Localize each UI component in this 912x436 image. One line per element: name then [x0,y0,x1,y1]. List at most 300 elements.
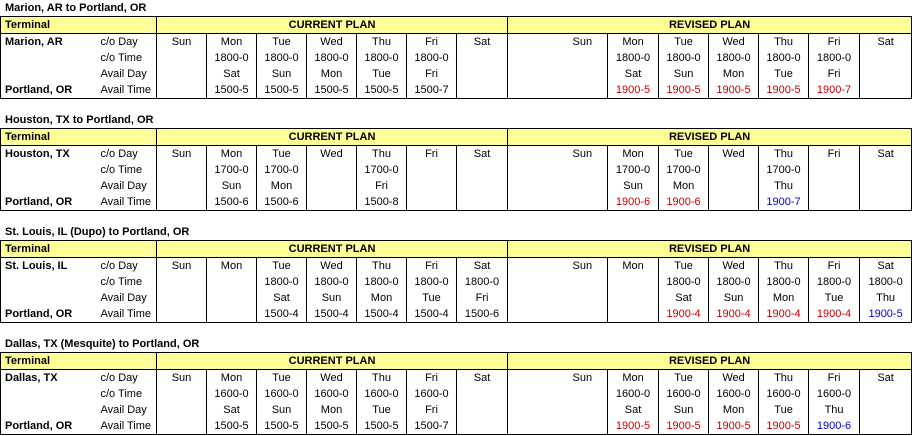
current-plan-header: CURRENT PLAN [157,241,508,258]
current-cell [457,418,508,435]
revised-cell: 1900-7 [759,194,809,211]
revised-cell: Wed [709,258,759,275]
current-cell: Fri [407,34,457,51]
revised-cell [709,194,759,211]
revised-cell: Thu [860,290,912,306]
current-cell: Mon [207,258,257,275]
schedule-row [1,82,912,99]
revised-cell [558,274,608,290]
current-cell: Mon [307,402,357,418]
revised-cell [608,306,659,323]
current-cell [407,194,457,211]
current-cell [457,402,508,418]
revised-cell [860,50,912,66]
route-title: St. Louis, IL (Dupo) to Portland, OR [5,226,190,238]
current-cell: Tue [257,146,307,163]
revised-cell: Wed [709,34,759,51]
current-cell: Sun [157,34,207,51]
current-cell: Mon [257,178,307,194]
current-cell: Tue [357,66,407,82]
revised-cell: 1900-4 [759,306,809,323]
row-label: Avail Time [99,418,157,435]
current-cell: 1800-0 [307,274,357,290]
revised-cell: 1800-0 [809,50,860,66]
destination-city: Portland, OR [1,418,99,435]
revised-cell: 1900-6 [809,418,860,435]
revised-cell [709,162,759,178]
plan-gap-cell [508,402,558,418]
current-cell: 1800-0 [207,50,257,66]
current-cell [457,66,508,82]
current-cell: Sat [207,66,257,82]
current-cell: 1500-5 [307,82,357,99]
schedule-row [1,66,912,82]
revised-plan-header: REVISED PLAN [508,241,912,258]
row-label: c/o Time [100,51,143,64]
schedule-row [1,162,912,178]
current-cell: Sat [207,402,257,418]
current-cell [157,402,207,418]
current-cell: 1500-8 [357,194,407,211]
revised-cell [608,274,659,290]
current-cell: Mon [207,34,257,51]
revised-cell: 1600-0 [608,386,659,402]
plan-gap-cell [508,34,558,51]
current-cell: 1700-0 [257,162,307,178]
row-label: Avail Time [99,194,157,211]
revised-cell: Mon [608,258,659,275]
route-block [0,336,894,435]
schedule-row [1,370,912,387]
revised-cell: Wed [709,370,759,387]
revised-cell: Sun [659,66,709,82]
plan-gap-cell [508,306,558,323]
row-label: Avail Time [99,306,157,323]
revised-cell [558,50,608,66]
current-cell [207,306,257,323]
current-cell: Fri [407,370,457,387]
terminal-header: Terminal [1,17,157,34]
revised-cell: Mon [608,146,659,163]
terminal-header: Terminal [1,129,157,146]
current-cell: Sun [307,290,357,306]
plan-gap-cell [508,386,558,402]
current-cell [157,82,207,99]
city-cell [1,178,99,194]
current-cell: 1800-0 [357,274,407,290]
revised-cell [558,402,608,418]
revised-cell: Mon [608,370,659,387]
current-cell: 1500-4 [257,306,307,323]
current-cell: 1800-0 [407,274,457,290]
revised-cell: 1600-0 [659,386,709,402]
current-cell: Sat [457,370,508,387]
revised-cell: 1900-6 [608,194,659,211]
current-cell: Sun [157,370,207,387]
revised-cell: 1800-0 [809,274,860,290]
schedule-row [1,418,912,435]
revised-cell: Thu [759,370,809,387]
revised-cell [860,178,912,194]
row-label: c/o Day [100,147,138,160]
schedule-row [1,146,912,163]
schedule-row [1,258,912,275]
revised-cell: 1900-4 [659,306,709,323]
current-cell: 1600-0 [357,386,407,402]
current-cell: 1500-5 [307,418,357,435]
current-cell: Mon [207,370,257,387]
revised-cell: Sat [860,258,912,275]
schedule-table [0,128,912,211]
revised-cell: Tue [759,66,809,82]
revised-cell: Sat [659,290,709,306]
row-label: Avail Day [100,403,147,416]
revised-cell [809,162,860,178]
current-cell: 1500-5 [207,418,257,435]
current-cell [157,386,207,402]
revised-cell: Tue [759,402,809,418]
current-plan-header: CURRENT PLAN [157,353,508,370]
plan-gap-cell [508,290,558,306]
revised-cell [608,290,659,306]
plan-gap-cell [508,82,558,99]
city-cell [1,274,99,290]
current-cell: 1500-4 [307,306,357,323]
revised-cell: 1900-4 [809,306,860,323]
row-label: Avail Day [100,291,147,304]
revised-cell [558,194,608,211]
revised-cell: Sat [608,402,659,418]
current-cell: Tue [257,34,307,51]
plan-gap-cell [508,66,558,82]
revised-cell: Sun [709,290,759,306]
origin-city: Houston, TX [1,146,99,163]
header-row [1,129,912,146]
revised-cell: Tue [659,370,709,387]
current-cell: Tue [257,258,307,275]
current-cell: 1800-0 [307,50,357,66]
current-cell: 1800-0 [257,50,307,66]
revised-plan-header: REVISED PLAN [508,353,912,370]
current-cell: 1800-0 [457,274,508,290]
revised-cell [558,178,608,194]
row-label: Avail Day [100,179,147,192]
schedule-row [1,306,912,323]
current-plan-header: CURRENT PLAN [157,17,508,34]
destination-city: Portland, OR [1,194,99,211]
current-cell: 1500-5 [257,82,307,99]
revised-cell: 1800-0 [709,50,759,66]
origin-city: Marion, AR [1,34,99,51]
current-cell: Thu [357,34,407,51]
route-block [0,112,894,211]
revised-cell [860,66,912,82]
revised-cell: Tue [659,258,709,275]
current-cell [307,194,357,211]
current-cell: Mon [357,290,407,306]
current-cell [157,306,207,323]
revised-cell: 1900-5 [759,82,809,99]
current-cell: Sat [457,146,508,163]
current-cell: 1500-5 [357,418,407,435]
current-cell: Fri [357,178,407,194]
revised-cell: 1600-0 [709,386,759,402]
plan-gap-cell [508,418,558,435]
current-cell: 1800-0 [357,50,407,66]
current-cell: 1500-6 [257,194,307,211]
revised-cell [860,418,912,435]
route-block [0,0,894,99]
revised-cell: Sun [572,35,593,48]
revised-cell: Thu [809,402,860,418]
revised-cell: Fri [809,258,860,275]
current-cell [407,162,457,178]
current-cell: Sun [157,146,207,163]
plan-gap-cell [508,178,558,194]
current-cell [457,162,508,178]
current-cell: 1500-5 [257,418,307,435]
current-cell: Mon [307,66,357,82]
revised-cell: 1700-0 [608,162,659,178]
current-cell: Tue [407,290,457,306]
current-cell: Wed [307,34,357,51]
plan-gap-cell [508,146,558,163]
current-cell: Wed [307,258,357,275]
current-plan-header: CURRENT PLAN [157,129,508,146]
revised-cell: 1800-0 [608,50,659,66]
current-cell [457,178,508,194]
current-cell [157,50,207,66]
current-cell: Sun [157,258,207,275]
current-cell [307,178,357,194]
current-cell: Mon [207,146,257,163]
revised-cell [860,194,912,211]
current-cell: Thu [357,370,407,387]
revised-cell: 1900-5 [860,306,912,323]
current-cell [457,386,508,402]
current-cell [157,274,207,290]
row-label: c/o Day [100,259,138,272]
revised-cell: 1900-6 [659,194,709,211]
current-cell: Fri [407,402,457,418]
revised-cell [860,162,912,178]
destination-city: Portland, OR [1,306,99,323]
revised-cell: Tue [809,290,860,306]
current-cell: Fri [457,290,508,306]
current-cell: 1800-0 [257,274,307,290]
revised-cell: Thu [759,258,809,275]
schedule-row [1,274,912,290]
revised-cell: Fri [809,146,860,163]
revised-cell [558,290,608,306]
current-cell: Wed [307,370,357,387]
revised-cell: 1900-5 [659,418,709,435]
current-cell: Sat [457,34,508,51]
city-cell [1,386,99,402]
revised-cell: 1800-0 [659,274,709,290]
revised-cell: Sun [572,147,593,160]
revised-cell: Sat [860,34,912,51]
schedule-row [1,50,912,66]
route-block [0,224,903,323]
row-label: c/o Day [100,371,138,384]
revised-cell: Mon [608,34,659,51]
revised-cell: 1800-0 [709,274,759,290]
revised-cell [558,162,608,178]
revised-plan-header: REVISED PLAN [508,129,912,146]
revised-cell [809,178,860,194]
origin-city: Dallas, TX [1,370,99,387]
current-cell: 1500-5 [207,82,257,99]
city-cell [1,162,99,178]
current-cell: Fri [407,258,457,275]
revised-cell [558,306,608,323]
current-cell [207,274,257,290]
current-cell: Thu [357,146,407,163]
current-cell: Sun [207,178,257,194]
current-cell [157,418,207,435]
current-cell: 1800-0 [407,50,457,66]
current-cell [457,194,508,211]
revised-cell: 1600-0 [809,386,860,402]
current-cell: 1500-6 [207,194,257,211]
current-cell: Fri [407,146,457,163]
schedule-row [1,194,912,211]
current-cell [157,290,207,306]
plan-gap-cell [508,258,558,275]
revised-cell: Mon [709,66,759,82]
revised-cell [558,66,608,82]
current-cell: 1600-0 [407,386,457,402]
current-cell: Sun [257,402,307,418]
schedule-row [1,402,912,418]
current-cell: Wed [307,146,357,163]
current-cell: Fri [407,66,457,82]
revised-cell: Fri [809,370,860,387]
current-cell [407,178,457,194]
plan-gap-cell [508,370,558,387]
plan-gap-cell [508,162,558,178]
revised-cell: 1900-5 [608,82,659,99]
city-cell [1,66,99,82]
schedule-table [0,352,912,435]
revised-cell: 1900-5 [659,82,709,99]
revised-cell [558,386,608,402]
revised-cell: 1900-5 [608,418,659,435]
revised-cell: 1900-4 [709,306,759,323]
current-cell: 1600-0 [307,386,357,402]
revised-cell: Sun [608,178,659,194]
current-cell: 1500-6 [457,306,508,323]
header-row [1,353,912,370]
current-cell: 1500-7 [407,82,457,99]
terminal-header: Terminal [1,353,157,370]
revised-cell: Tue [659,34,709,51]
row-label: c/o Time [100,275,143,288]
current-cell: 1500-5 [357,82,407,99]
revised-cell: 1900-7 [809,82,860,99]
revised-cell: Sun [572,371,593,384]
revised-cell [860,386,912,402]
row-label: c/o Time [100,163,143,176]
row-label: Avail Day [100,67,147,80]
revised-cell: Sat [608,66,659,82]
revised-cell: Thu [759,178,809,194]
revised-cell: Sun [572,259,593,272]
revised-cell [558,418,608,435]
revised-cell: 1800-0 [759,50,809,66]
revised-cell: 1700-0 [759,162,809,178]
revised-cell: Fri [809,34,860,51]
current-cell: Sat [257,290,307,306]
current-cell: Sun [257,66,307,82]
destination-city: Portland, OR [1,82,99,99]
revised-cell: Wed [709,146,759,163]
revised-cell: Sat [860,146,912,163]
revised-cell: 1900-5 [709,82,759,99]
current-cell [157,66,207,82]
row-label: c/o Time [100,387,143,400]
revised-cell [558,82,608,99]
current-cell: 1500-4 [357,306,407,323]
revised-cell: Sat [860,370,912,387]
plan-gap-cell [508,274,558,290]
row-label: Avail Time [99,82,157,99]
current-cell: 1600-0 [257,386,307,402]
current-cell [157,178,207,194]
current-cell [307,162,357,178]
plan-gap-cell [508,194,558,211]
current-cell: 1600-0 [207,386,257,402]
header-row [1,17,912,34]
route-title: Marion, AR to Portland, OR [5,2,147,14]
plan-gap-cell [508,50,558,66]
row-label: c/o Day [100,35,138,48]
current-cell: Tue [357,402,407,418]
revised-cell [860,402,912,418]
current-cell: 1700-0 [357,162,407,178]
revised-cell [809,194,860,211]
current-cell [157,162,207,178]
city-cell [1,50,99,66]
revised-cell [860,82,912,99]
current-cell: Sat [457,258,508,275]
revised-cell: Mon [659,178,709,194]
schedule-table [0,16,912,99]
current-cell: 1500-7 [407,418,457,435]
schedule-row [1,178,912,194]
current-cell: Tue [257,370,307,387]
terminal-header: Terminal [1,241,157,258]
revised-cell: 1900-5 [709,418,759,435]
route-title: Houston, TX to Portland, OR [5,114,154,126]
city-cell [1,402,99,418]
route-title: Dallas, TX (Mesquite) to Portland, OR [5,338,200,350]
revised-cell: Thu [759,34,809,51]
current-cell: 1500-4 [407,306,457,323]
current-cell: 1700-0 [207,162,257,178]
schedule-table [0,240,912,323]
current-cell [457,50,508,66]
current-cell: Thu [357,258,407,275]
revised-cell [709,178,759,194]
revised-cell: 1800-0 [759,274,809,290]
revised-cell: Tue [659,146,709,163]
revised-cell: Mon [709,402,759,418]
current-cell [157,194,207,211]
origin-city: St. Louis, IL [1,258,99,275]
revised-cell: 1900-5 [759,418,809,435]
